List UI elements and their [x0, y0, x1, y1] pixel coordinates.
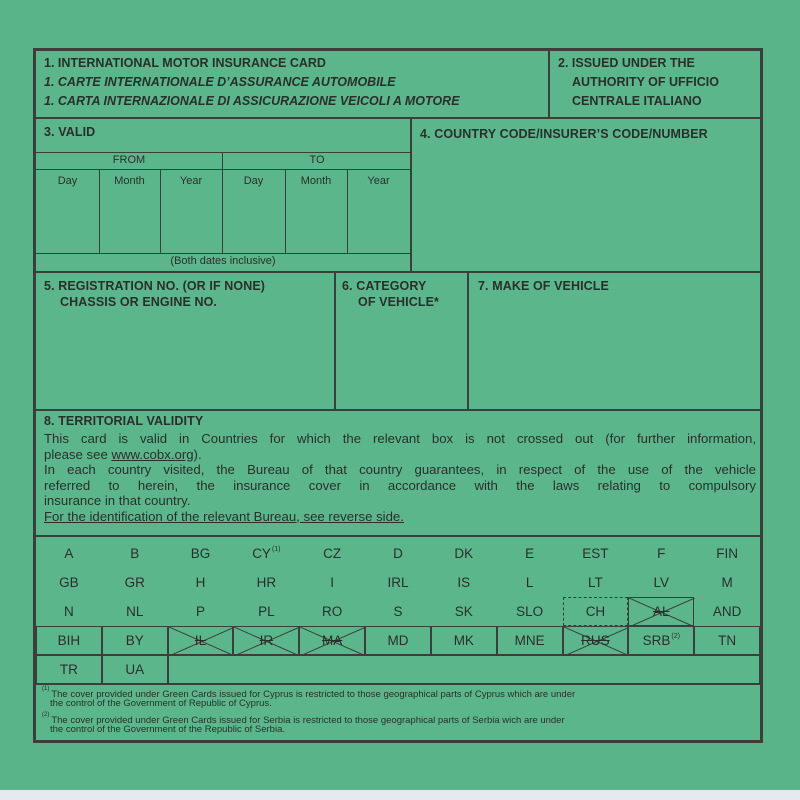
country-irl: IRL — [387, 575, 409, 590]
section-2-line-3: CENTRALE ITALIANO — [572, 94, 702, 108]
section-1 — [36, 51, 548, 117]
country-srb: SRB $^{(2)}$ — [628, 626, 694, 655]
cobx-link[interactable]: www.cobx.org — [111, 446, 194, 462]
country-p: P — [196, 604, 206, 619]
to-month-label: Month — [300, 175, 332, 187]
country-dk: DK — [454, 546, 474, 561]
cy-footnote-mark: (1) — [271, 546, 281, 553]
country-lv: LV — [653, 575, 670, 590]
country-fin: FIN — [716, 546, 738, 561]
section-8-title: 8. TERRITORIAL VALIDITY — [44, 414, 204, 428]
country-cz: CZ — [323, 546, 342, 561]
section-6-line-1: 6. CATEGORY — [342, 279, 427, 293]
country-ch: CH — [563, 597, 629, 626]
section-1-title-fr: 1. CARTE INTERNATIONALE D’ASSURANCE AUTOMOBILE — [44, 75, 396, 89]
insurance-card — [33, 48, 763, 743]
section-8-line-1: This card is valid in Countries for which the relevant box is not crossed out (for further information, — [44, 431, 756, 446]
from-month-label: Month — [114, 175, 145, 187]
country-hr: HR — [256, 575, 277, 590]
country-rus: RUS — [563, 626, 629, 655]
country-n: N — [64, 604, 74, 619]
country-il: IL — [168, 626, 234, 655]
country-slo: SLO — [516, 604, 544, 619]
country-gb: GB — [59, 575, 79, 590]
footnote-1: $^{(1)}$The cover provided under Green Cards issued for Cyprus is restricted to those geographical parts of Cyprus which are under — [42, 686, 576, 701]
country-and: AND — [712, 604, 742, 619]
section-3-title: 3. VALID — [44, 125, 96, 139]
from-year-label: Year — [179, 175, 203, 187]
country-ua: UA — [102, 655, 168, 684]
footnote-1-cont: the control of the Government of Republic of Cyprus. — [50, 698, 272, 709]
country-pl: PL — [258, 604, 275, 619]
country-is: IS — [457, 575, 471, 590]
scan-edge — [0, 790, 800, 800]
country-empty-box — [168, 655, 760, 684]
country-sk: SK — [454, 604, 473, 619]
country-md: MD — [365, 626, 431, 655]
section-5-line-1: 5. REGISTRATION NO. (OR IF NONE) — [44, 279, 266, 293]
country-m: M — [721, 575, 733, 590]
section-7-title: 7. MAKE OF VEHICLE — [478, 279, 609, 293]
section-2-line-2: AUTHORITY OF UFFICIO — [572, 75, 719, 89]
country-d: D — [393, 546, 403, 561]
srb-footnote-mark: (2) — [671, 633, 680, 640]
country-ir: IR — [233, 626, 299, 655]
from-label: FROM — [112, 154, 146, 166]
country-h: H — [195, 575, 206, 590]
section-6-line-2: OF VEHICLE* — [358, 295, 439, 309]
section-4-title: 4. COUNTRY CODE/INSURER’S CODE/NUMBER — [420, 127, 708, 141]
section-8-line-6: For the identification of the relevant Bureau, see reverse side. — [44, 508, 404, 524]
footnote-2-cont: the control of the Government of the Republic of Serbia. — [50, 724, 285, 735]
country-est: EST — [582, 546, 609, 561]
section-5-line-2: CHASSIS OR ENGINE NO. — [60, 295, 217, 309]
to-label: TO — [309, 154, 325, 166]
country-mk: MK — [431, 626, 497, 655]
country-a: A — [64, 546, 74, 561]
section-3 — [36, 119, 410, 271]
country-mne: MNE — [497, 626, 563, 655]
from-day-label: Day — [57, 175, 78, 187]
both-dates-note: (Both dates inclusive) — [170, 255, 276, 267]
section-8-line-4: referred to herein, the insurance cover in accordance with the laws relating to compulsory — [44, 477, 756, 493]
country-al: AL — [628, 597, 694, 626]
country-cy: CY $^{(1)}$ — [252, 546, 281, 561]
to-day-label: Day — [243, 175, 264, 187]
country-ro: RO — [322, 604, 343, 619]
country-gr: GR — [124, 575, 145, 590]
country-tr: TR — [36, 655, 102, 684]
country-bih: BIH — [36, 626, 102, 655]
section-1-title-it: 1. CARTA INTERNAZIONALE DI ASSICURAZIONE VEICOLI A MOTORE — [44, 94, 460, 108]
country-ma: MA — [299, 626, 365, 655]
section-8-line-3: In each country visited, the Bureau of that country guarantees, in respect of the use of the vehicle — [44, 462, 756, 477]
country-nl: NL — [126, 604, 144, 619]
country-bg: BG — [190, 546, 211, 561]
country-s: S — [393, 604, 403, 619]
to-year-label: Year — [367, 175, 390, 187]
section-1-title: 1. INTERNATIONAL MOTOR INSURANCE CARD — [44, 56, 326, 70]
section-2-line-1: 2. ISSUED UNDER THE — [558, 56, 695, 70]
section-8-line-5: insurance in that country. — [44, 493, 191, 508]
footnote-2: $^{(2)}$The cover provided under Green Cards issued for Serbia is restricted to those geographical parts of Serbia wich are under — [42, 712, 565, 727]
country-f: F — [657, 546, 666, 561]
country-tn: TN — [694, 626, 760, 655]
section-2 — [550, 51, 760, 117]
country-b: B — [130, 546, 140, 561]
country-e: E — [525, 546, 535, 561]
section-8-line-2: please see www.cobx.org). — [44, 446, 202, 462]
country-l: L — [525, 575, 534, 590]
country-by: BY — [102, 626, 168, 655]
country-i: I — [330, 575, 335, 590]
country-lt: LT — [588, 575, 603, 590]
